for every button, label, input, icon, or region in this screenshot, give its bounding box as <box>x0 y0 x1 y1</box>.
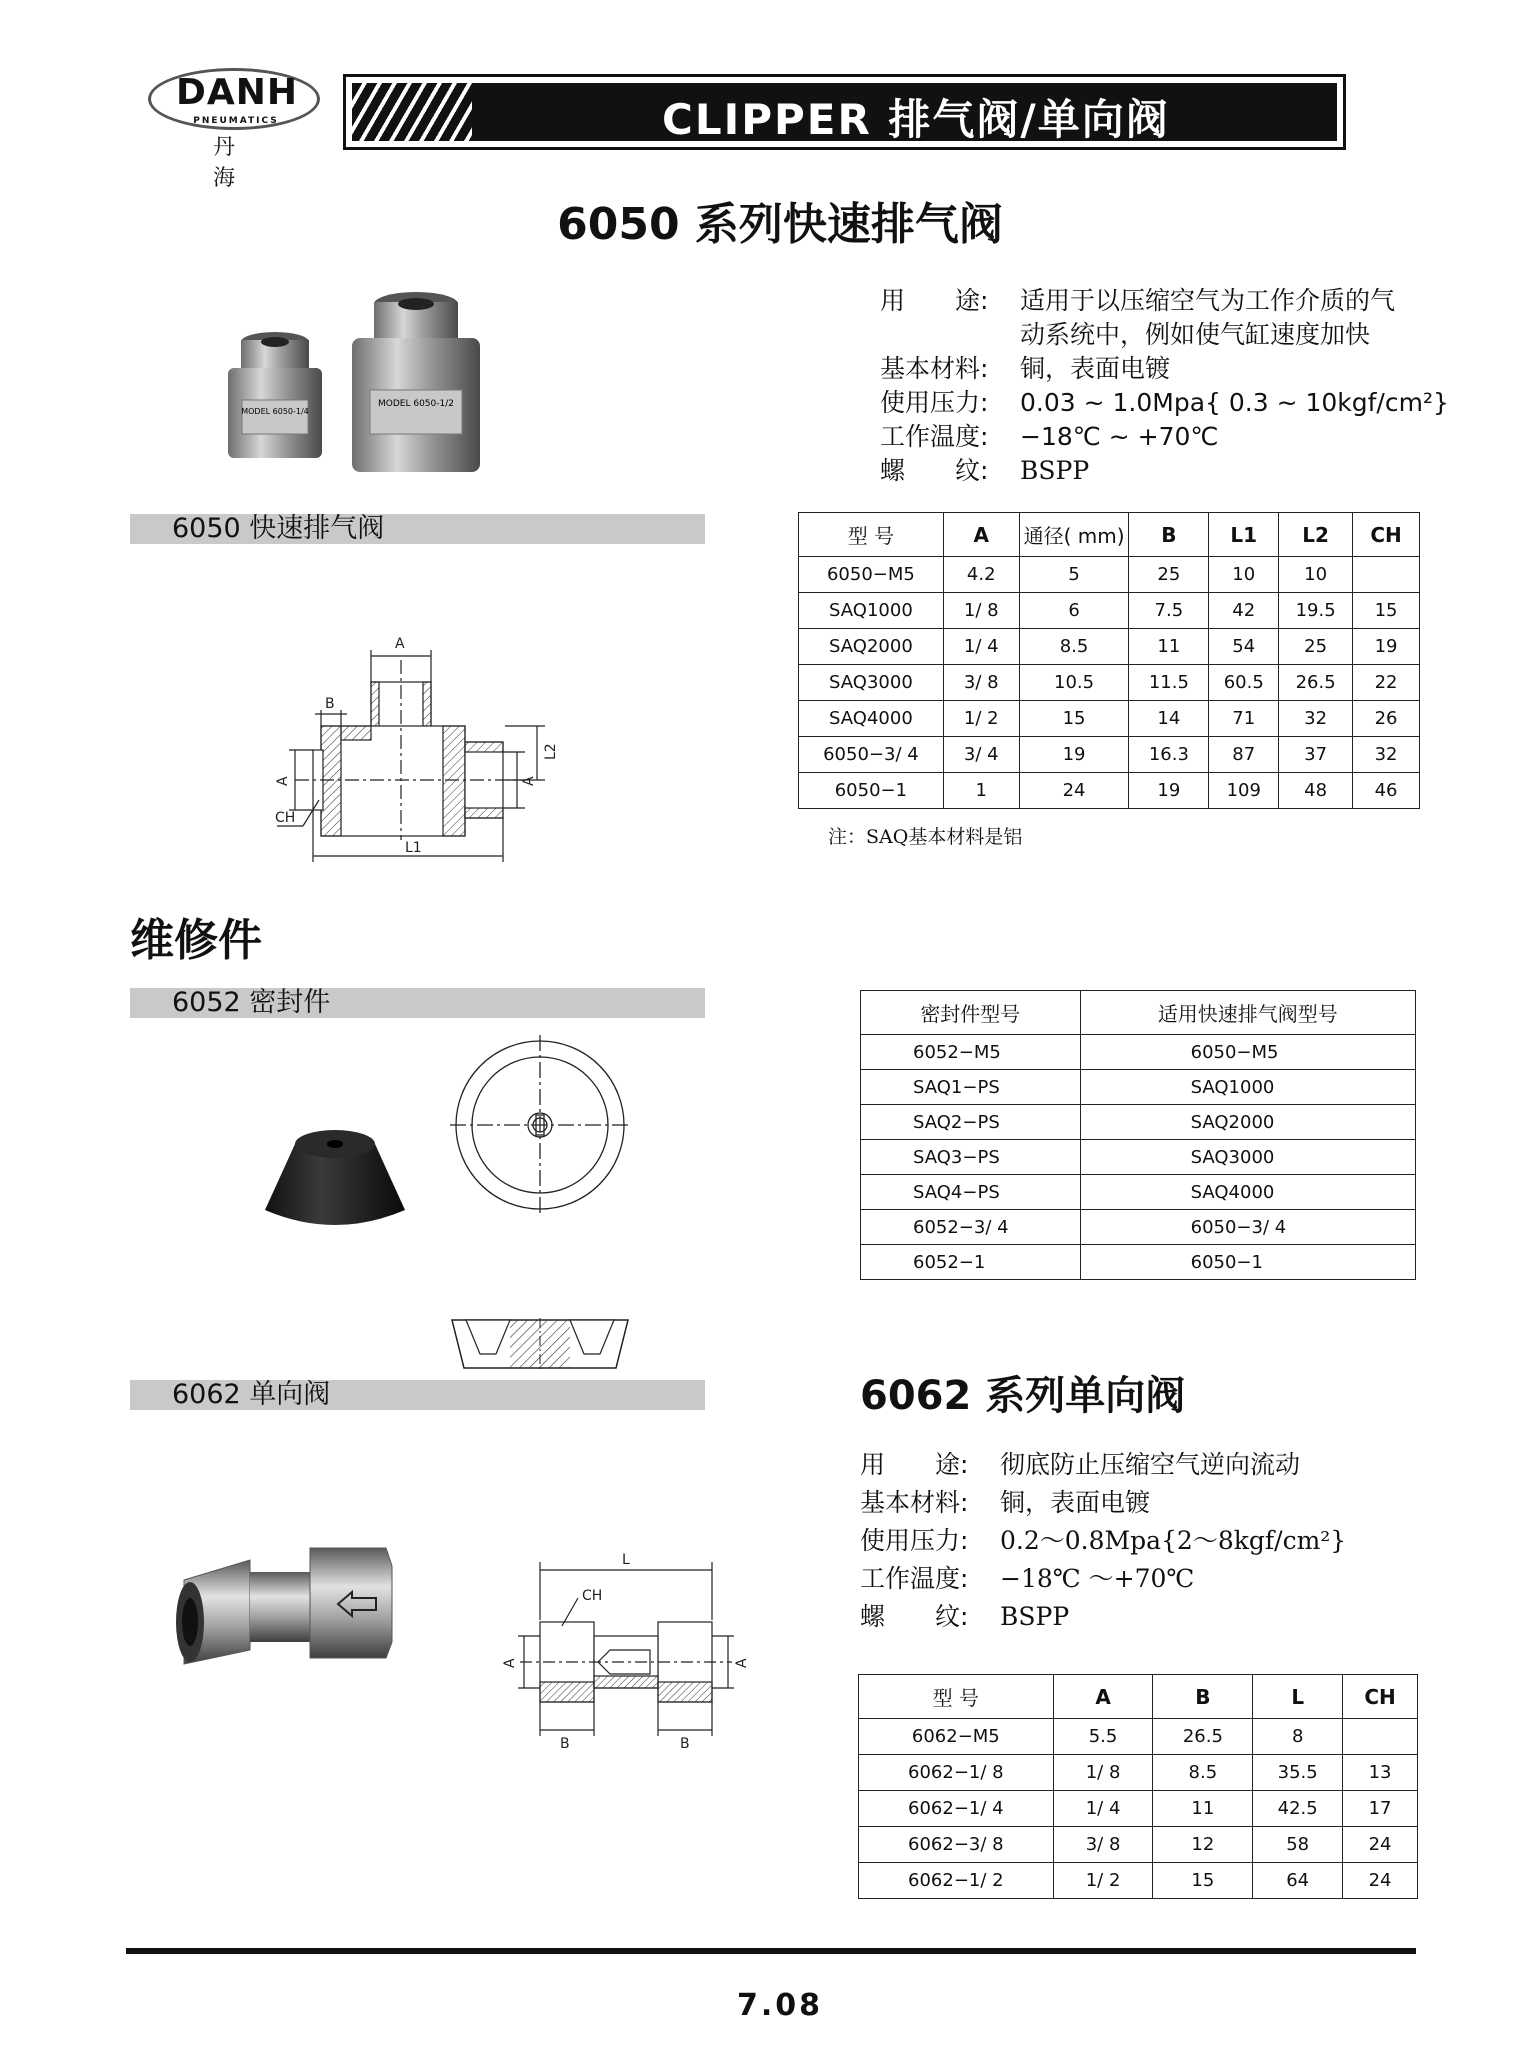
table-row: 6052−3/ 4 6050−3/ 4 <box>861 1210 1416 1245</box>
footer-rule <box>126 1948 1416 1954</box>
large-valve-photo <box>352 292 480 472</box>
table-row: 6052−M5 6050−M5 <box>861 1035 1416 1070</box>
logo-chinese: 丹 海 <box>212 135 261 191</box>
table-row: 6062−1/ 2 1/ 2 15 64 24 <box>859 1863 1418 1899</box>
table-row: SAQ2000 1/ 4 8.5 11 54 25 19 <box>799 629 1420 665</box>
section-bar-6050: 6050 快速排气阀 <box>130 514 705 544</box>
dim-label-a-top: A <box>395 636 405 652</box>
repair-parts-heading: 维修件 <box>130 915 262 966</box>
dim-label-ch: CH <box>582 1588 603 1604</box>
seal-top-view-drawing <box>450 1035 630 1215</box>
table-row: 6050−1 1 24 19 109 48 46 <box>799 773 1420 809</box>
table-row: SAQ3000 3/ 8 10.5 11.5 60.5 26.5 22 <box>799 665 1420 701</box>
table-row: 6062−1/ 8 1/ 8 8.5 35.5 13 <box>859 1755 1418 1791</box>
small-valve-photo <box>228 332 322 458</box>
dim-label-l2: L2 <box>543 743 559 760</box>
spec-temperature: 工作温度: −18℃ ~ +70℃ <box>880 422 1219 451</box>
check-valve-title: 6062 系列单向阀 <box>860 1373 1186 1419</box>
large-valve-label: MODEL 6050-1/2 <box>378 399 454 409</box>
table-row: SAQ1−PS SAQ1000 <box>861 1070 1416 1105</box>
qev-table-note: 注：SAQ基本材料是铝 <box>828 826 1023 848</box>
table-row: 6062−1/ 4 1/ 4 11 42.5 17 <box>859 1791 1418 1827</box>
dim-label-l1: L1 <box>405 840 422 856</box>
seal-cross-section-drawing <box>450 1318 630 1372</box>
dim-label-a-right: A <box>521 776 537 786</box>
page-number: 7.08 <box>736 1988 824 2023</box>
seal-table <box>860 990 1416 1280</box>
table-row: 6050−M5 4.2 5 25 10 10 <box>799 557 1420 593</box>
check-valve-dimension-drawing <box>500 1550 750 1750</box>
dim-label-b-right: B <box>680 1736 690 1750</box>
dim-label-ch: CH <box>275 810 296 826</box>
qev-dimension-drawing <box>275 630 575 870</box>
section-bar-6052: 6052 密封件 <box>130 988 705 1018</box>
spec-usage-cont: 动系统中，例如使气缸速度加快 <box>1020 320 1371 349</box>
table-row: SAQ2−PS SAQ2000 <box>861 1105 1416 1140</box>
check-valve-table <box>858 1674 1418 1899</box>
check-specs <box>860 1446 1420 1641</box>
table-row: 6052−1 6050−1 <box>861 1245 1416 1280</box>
page-title: 6050 系列快速排气阀 <box>557 199 1003 250</box>
seal-photo <box>255 1110 415 1240</box>
small-valve-label: MODEL 6050-1/4 <box>241 407 309 416</box>
table-row: SAQ4−PS SAQ4000 <box>861 1175 1416 1210</box>
qev-spec-table <box>798 512 1420 809</box>
spec-thread: 螺 纹: BSPP <box>880 456 1090 485</box>
banner-stripes <box>352 83 472 141</box>
dim-label-b-left: B <box>560 1736 570 1750</box>
header-banner <box>343 74 1346 150</box>
table-row: SAQ3−PS SAQ3000 <box>861 1140 1416 1175</box>
table-row: 6050−3/ 4 3/ 4 19 16.3 87 37 32 <box>799 737 1420 773</box>
dim-label-b: B <box>325 696 335 712</box>
table-header-row: 型 号 A B L CH <box>859 1675 1418 1719</box>
dim-label-a-right: A <box>734 1658 750 1668</box>
table-header-row: 密封件型号 适用快速排气阀型号 <box>861 991 1416 1035</box>
spec-usage: 用 途: 适用于以压缩空气为工作介质的气 <box>880 286 1396 315</box>
qev-specs <box>880 284 1449 494</box>
table-row: 6062−3/ 8 3/ 8 12 58 24 <box>859 1827 1418 1863</box>
table-row: 6062−M5 5.5 26.5 8 <box>859 1719 1418 1755</box>
dim-label-a-left: A <box>502 1658 518 1668</box>
spec-thread: 螺 纹: BSPP <box>860 1602 1070 1631</box>
quick-exhaust-valve-photo <box>210 282 510 482</box>
dim-label-a-left: A <box>275 776 291 786</box>
spec-usage: 用 途: 彻底防止压缩空气逆向流动 <box>860 1450 1301 1479</box>
banner-title: CLIPPER 排气阀/单向阀 <box>662 95 1170 141</box>
dim-label-l: L <box>622 1552 630 1568</box>
spec-material: 基本材料: 铜，表面电镀 <box>880 354 1171 383</box>
table-row: SAQ1000 1/ 8 6 7.5 42 19.5 15 <box>799 593 1420 629</box>
table-header-row: 型 号 A 通径( mm) B L1 L2 CH <box>799 513 1420 557</box>
spec-pressure: 使用压力: 0.2～0.8Mpa{2～8kgf/cm²} <box>860 1526 1347 1555</box>
logo-subtitle: PNEUMATICS <box>193 116 279 126</box>
table-row: SAQ4000 1/ 2 15 14 71 32 26 <box>799 701 1420 737</box>
section-bar-6062: 6062 单向阀 <box>130 1380 705 1410</box>
spec-temperature: 工作温度: −18℃ ～+70℃ <box>860 1564 1195 1593</box>
logo-wordmark: DANH <box>175 72 298 113</box>
check-valve-photo <box>170 1540 400 1670</box>
spec-pressure: 使用压力: 0.03 ~ 1.0Mpa{ 0.3 ~ 10kgf/cm²} <box>880 388 1449 417</box>
spec-material: 基本材料: 铜，表面电镀 <box>860 1488 1151 1517</box>
